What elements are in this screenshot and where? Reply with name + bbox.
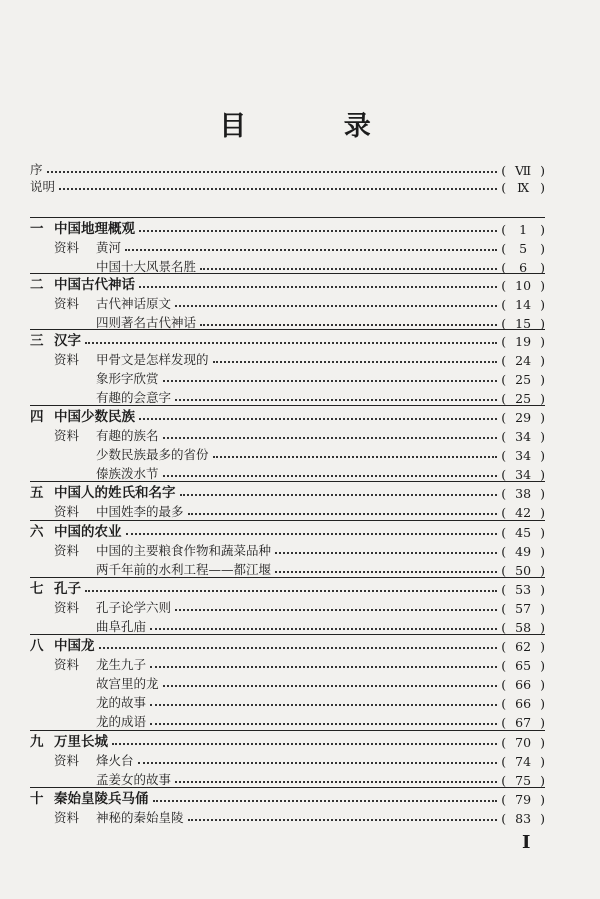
leader-dots [188,819,498,821]
material-prefix: 资料 [54,543,80,558]
leader-dots [163,685,498,687]
leader-dots [138,762,498,764]
page-ref: ( 38 ) [501,486,545,501]
page-number: 65 [515,658,532,673]
toc-entry[interactable] [30,173,545,195]
page-number: 74 [515,754,532,769]
entry-title: 烽火台 [96,753,134,768]
page-ref: ( Ⅸ ) [501,180,545,195]
entry-title: 孟姜女的故事 [96,772,172,787]
chapter-number: 五 [30,485,44,501]
page-ref: ( 25 ) [501,372,545,387]
leader-dots [180,494,498,496]
material-prefix: 资料 [54,504,80,519]
chapter-title: 中国的农业 [54,524,122,540]
page-ref: ( 5 ) [501,241,545,256]
page-number: 38 [515,486,532,501]
toc-entry[interactable] [30,804,545,826]
page-number: 5 [519,241,528,256]
chapter-number: 四 [30,409,44,425]
leader-dots [139,230,497,232]
entry-title: 龙的故事 [96,695,147,710]
entry-title: 神秘的秦始皇陵 [96,810,184,825]
entry-title: 龙的成语 [96,714,147,729]
page-number: 42 [515,505,532,520]
chapter-number: 六 [30,524,44,540]
page-number: Ⅶ [515,163,532,178]
page-number: 53 [515,582,532,597]
page-number: 79 [515,792,532,807]
page-ref: ( 34 ) [501,429,545,444]
entry-title: 黄河 [96,240,122,255]
entry-title: 中国的主要粮食作物和蔬菜品种 [96,543,272,558]
page-number: 19 [515,334,532,349]
chapter-title: 汉字 [54,333,81,349]
leader-dots [153,800,498,802]
chapter-number: 九 [30,734,44,750]
page-number: 67 [515,715,532,730]
entry-title: 象形字欣赏 [96,371,159,386]
entry-title: 甲骨文是怎样发现的 [96,352,209,367]
front-matter-label: 说明 [30,179,56,194]
page-number: 10 [515,278,532,293]
leader-dots [213,456,498,458]
leader-dots [139,286,497,288]
leader-dots [200,324,497,326]
page-ref: ( 53 ) [501,582,545,597]
leader-dots [163,437,498,439]
material-prefix: 资料 [54,753,80,768]
page-ref: ( 66 ) [501,677,545,692]
leader-dots [200,268,497,270]
page-ref: ( 62 ) [501,639,545,654]
leader-dots [175,305,497,307]
toc-entry[interactable] [30,708,545,730]
page-ref: ( 25 ) [501,391,545,406]
leader-dots [112,743,497,745]
entry-title: 孔子论学六则 [96,600,172,615]
leader-dots [59,188,497,190]
page-number: 6 [519,260,528,275]
leader-dots [85,342,497,344]
entry-title: 中国姓李的最多 [96,504,184,519]
leader-dots [213,361,498,363]
page-ref: ( 19 ) [501,334,545,349]
page-number: 66 [515,677,532,692]
entry-title: 两千年前的水利工程——都江堰 [96,562,272,577]
page-ref: ( 15 ) [501,316,545,331]
page-ref: ( 29 ) [501,410,545,425]
page-ref: ( 24 ) [501,353,545,368]
leader-dots [163,475,498,477]
page-ref: ( Ⅶ ) [501,163,545,178]
leader-dots [150,723,497,725]
page-ref: ( 50 ) [501,563,545,578]
page-ref: ( 75 ) [501,773,545,788]
chapter-number: 一 [30,221,44,237]
leader-dots [175,781,497,783]
page-number: Ⅸ [517,180,530,195]
leader-dots [275,571,497,573]
page-number: 34 [515,429,532,444]
page-ref: ( 14 ) [501,297,545,312]
page-ref: ( 34 ) [501,467,545,482]
page-ref: ( 65 ) [501,658,545,673]
chapter-title: 孔子 [54,581,81,597]
leader-dots [150,704,497,706]
material-prefix: 资料 [54,240,80,255]
leader-dots [99,647,498,649]
leader-dots [175,609,497,611]
page-number: 1 [519,222,528,237]
page-number: 25 [515,372,532,387]
page-ref: ( 45 ) [501,525,545,540]
page-title: 目 录 [219,111,415,142]
entry-title: 古代神话原文 [96,296,172,311]
page-number: 49 [515,544,532,559]
page-ref: ( 6 ) [501,260,545,275]
entry-title: 中国十大风景名胜 [96,259,197,274]
page-number: 45 [515,525,532,540]
chapter-title: 中国地理概观 [54,221,135,237]
page-number: 24 [515,353,532,368]
leader-dots [275,552,497,554]
page-ref: ( 79 ) [501,792,545,807]
page-ref: ( 1 ) [501,222,545,237]
entry-title: 傣族泼水节 [96,466,159,481]
entry-title: 少数民族最多的省份 [96,447,209,462]
entry-title: 有趣的族名 [96,428,159,443]
chapter-number: 八 [30,638,44,654]
material-prefix: 资料 [54,810,80,825]
page-number: 66 [515,696,532,711]
page-number: 57 [515,601,532,616]
front-matter-label: 序 [30,162,43,177]
page-ref: ( 34 ) [501,448,545,463]
leader-dots [150,628,497,630]
page-number: 83 [515,811,532,826]
leader-dots [175,399,497,401]
page-number: 34 [515,448,532,463]
leader-dots [139,418,497,420]
material-prefix: 资料 [54,600,80,615]
chapter-title: 中国少数民族 [54,409,135,425]
page-ref: ( 70 ) [501,735,545,750]
chapter-number: 二 [30,277,44,293]
page-ref: ( 10 ) [501,278,545,293]
leader-dots [126,533,498,535]
leader-dots [188,513,498,515]
page-ref: ( 58 ) [501,620,545,635]
entry-title: 故宫里的龙 [96,676,159,691]
chapter-number: 七 [30,581,44,597]
chapter-title: 中国人的姓氏和名字 [54,485,176,501]
page-ref: ( 67 ) [501,715,545,730]
page-number: 58 [515,620,532,635]
chapter-number: 十 [30,791,44,807]
page-number: 62 [515,639,532,654]
chapter-title: 秦始皇陵兵马俑 [54,791,149,807]
page-ref: ( 66 ) [501,696,545,711]
chapter-number: 三 [30,333,44,349]
chapter-title: 中国龙 [54,638,95,654]
chapter-title: 万里长城 [54,734,108,750]
material-prefix: 资料 [54,352,80,367]
entry-title: 龙生九子 [96,657,147,672]
page-number: 75 [515,773,532,788]
page-ref: ( 49 ) [501,544,545,559]
page-number: 29 [515,410,532,425]
page-ref: ( 57 ) [501,601,545,616]
page-number: 14 [515,297,532,312]
material-prefix: 资料 [54,296,80,311]
page-number: 50 [515,563,532,578]
material-prefix: 资料 [54,428,80,443]
entry-title: 四则著名古代神话 [96,315,197,330]
page-ref: ( 74 ) [501,754,545,769]
page-number: 25 [515,391,532,406]
entry-title: 有趣的会意字 [96,390,172,405]
leader-dots [85,590,497,592]
leader-dots [150,666,497,668]
leader-dots [125,249,497,251]
material-prefix: 资料 [54,657,80,672]
page-number: 34 [515,467,532,482]
page-number: 70 [515,735,532,750]
entry-title: 曲阜孔庙 [96,619,147,634]
page-number-footer: I [522,832,531,853]
page-ref: ( 42 ) [501,505,545,520]
leader-dots [163,380,498,382]
page-ref: ( 83 ) [501,811,545,826]
page-number: 15 [515,316,532,331]
toc-entry[interactable] [30,498,545,520]
chapter-title: 中国古代神话 [54,277,135,293]
